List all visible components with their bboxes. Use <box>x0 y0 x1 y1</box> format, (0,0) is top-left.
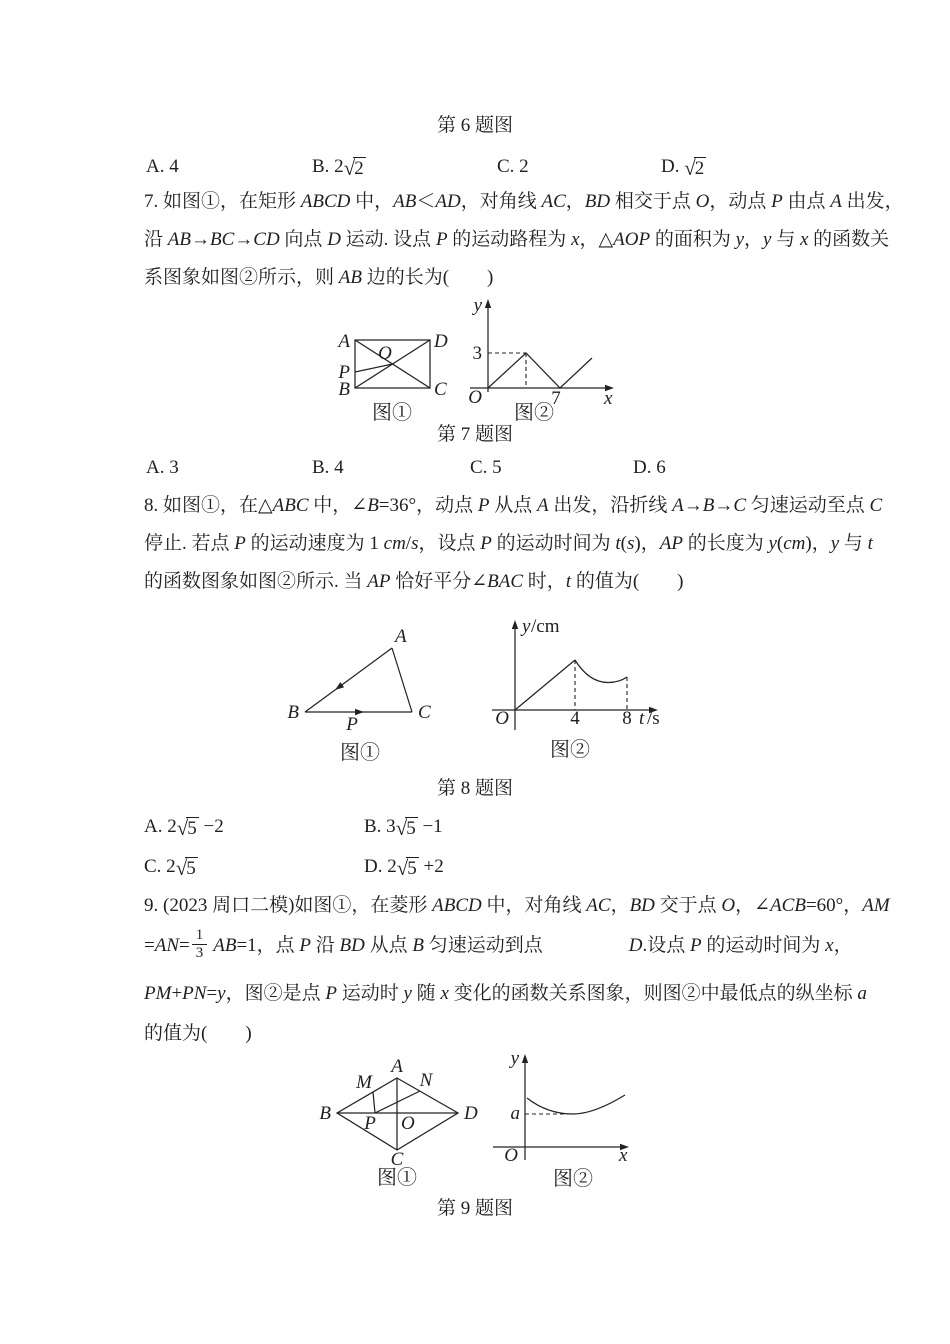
vertex-label-a: A <box>338 331 350 352</box>
tick-label-a: a <box>510 1103 520 1124</box>
fraction-numerator: 1 <box>195 927 204 943</box>
side-ac <box>392 648 412 712</box>
vertex-label-a: A <box>391 1056 403 1077</box>
subfigure-caption-2: 图② <box>514 402 554 424</box>
q9-text-line3: PM+PN=y，图②是点 P 运动时 y 随 x 变化的函数关系图象，则图②中最低点的纵坐标 a <box>144 983 867 1004</box>
axis-label-y: y <box>473 296 482 316</box>
coef: D. 2 <box>364 856 397 877</box>
y-axis-arrow <box>522 1054 528 1063</box>
sqrt-expression <box>684 157 706 180</box>
caption-fig6: 第 6 题图 <box>436 115 513 136</box>
rising-segment <box>515 660 575 710</box>
tick-label-3: 3 <box>472 343 482 364</box>
q8-text-line3: 的函数图象如图②所示. 当 AP 恰好平分∠BAC 时，t 的值为( ) <box>144 571 684 592</box>
q6-option-b-coef: B. 2 <box>312 156 344 177</box>
suffix: −2 <box>198 816 224 837</box>
vertex-label-c: C <box>434 379 447 400</box>
axis-label-x: x <box>604 388 613 409</box>
q6-option-d-coef: D. <box>661 156 685 177</box>
tick-label-8: 8 <box>622 708 632 729</box>
sqrt-expression <box>177 817 199 840</box>
point-label-p: P <box>338 362 350 383</box>
q7-option-a: A. 3 <box>146 457 179 478</box>
sqrt-expression <box>176 857 198 880</box>
axis-label-y: y <box>510 1048 519 1069</box>
subfigure-caption-2: 图② <box>553 1168 593 1190</box>
point-label-n: N <box>419 1070 433 1091</box>
sqrt-expression <box>344 157 366 180</box>
q7-graph-figure <box>456 296 624 424</box>
curved-segment <box>575 660 627 683</box>
side-ab-upper <box>335 648 392 690</box>
q7-text-line2: 沿 AB→BC→CD 向点 D 运动. 设点 P 的运动路程为 x，△AOP 的面积为 y，y 与 x 的函数关 <box>144 229 890 250</box>
q9-line2-suffix: D.设点 P 的运动时间为 x， <box>628 935 853 957</box>
axis-unit-cm: /cm <box>531 616 560 637</box>
point-label-p: P <box>346 714 358 735</box>
q9-line2-prefix: =AN= <box>144 935 190 957</box>
q8-text-line1: 8. 如图①，在△ABC 中，∠B=36°，动点 P 从点 A 出发，沿折线 A→B→C 匀速运动至点 C <box>144 495 883 516</box>
q8-option-c <box>144 854 198 880</box>
y-axis-arrow <box>485 299 491 308</box>
radicand: 5 <box>187 818 197 839</box>
tick-label-7: 7 <box>551 388 561 409</box>
axis-label-t: t <box>639 708 645 729</box>
origin-label: O <box>495 708 509 729</box>
q7-option-d: D. 6 <box>633 457 666 478</box>
q7-text-line3: 系图象如图②所示，则 AB 边的长为( ) <box>144 267 494 288</box>
vertex-label-b: B <box>319 1103 331 1124</box>
radical-sign: √ <box>176 816 189 840</box>
subfigure-caption-2: 图② <box>550 739 590 761</box>
suffix: −1 <box>417 816 443 837</box>
origin-label: O <box>504 1145 518 1166</box>
q7-text-line1: 7. 如图①，在矩形 ABCD 中，AB＜AD，对角线 AC，BD 相交于点 O，动点 P 由点 A 出发， <box>144 191 904 212</box>
radicand: 5 <box>406 818 416 839</box>
q7-option-b: B. 4 <box>312 457 344 478</box>
radical-sign: √ <box>684 156 696 180</box>
coef: C. 2 <box>144 856 176 877</box>
q9-graph-figure <box>483 1048 647 1190</box>
q7-rectangle-figure <box>330 328 450 423</box>
radical-sign: √ <box>396 856 409 880</box>
q6-option-b <box>312 154 366 180</box>
axis-unit-s: /s <box>647 708 660 729</box>
axis-label-y: y <box>522 616 531 637</box>
radical-sign: √ <box>343 156 356 180</box>
direction-arrow-ab <box>333 682 344 692</box>
point-label-o: O <box>378 343 392 364</box>
vertex-label-b: B <box>287 702 299 723</box>
vertex-label-c: C <box>418 702 431 723</box>
q9-line2-middle: AB=1，点 P 沿 BD 从点 B 匀速运动到点 <box>213 935 543 957</box>
q6-option-d <box>661 154 706 180</box>
q9-text-line2 <box>144 927 853 967</box>
caption-fig7: 第 7 题图 <box>436 424 513 445</box>
q9-rhombus-figure <box>298 1052 488 1192</box>
sqrt-expression <box>397 857 419 880</box>
y-axis-arrow <box>512 620 518 629</box>
q7-option-c: C. 5 <box>470 457 502 478</box>
origin-label: O <box>468 387 482 408</box>
fraction-denominator: 3 <box>192 944 208 962</box>
point-label-p: P <box>364 1113 376 1134</box>
q9-text-line4: 的值为( ) <box>144 1023 252 1044</box>
caption-fig9: 第 9 题图 <box>436 1198 513 1219</box>
subfigure-caption-1: 图① <box>372 402 412 423</box>
q8-triangle-figure <box>268 622 468 764</box>
vertex-label-d: D <box>434 331 448 352</box>
piecewise-graph-curve <box>488 353 592 388</box>
q8-graph-figure <box>478 616 684 762</box>
side-ab-lower <box>305 690 335 712</box>
q8-option-a <box>144 814 224 840</box>
subfigure-caption-1: 图① <box>377 1167 417 1189</box>
coef: B. 3 <box>364 816 396 837</box>
point-label-o: O <box>401 1113 415 1134</box>
coef: A. 2 <box>144 816 177 837</box>
radicand: 5 <box>407 858 417 879</box>
vertex-label-d: D <box>464 1103 478 1124</box>
radicand: 2 <box>354 158 364 179</box>
q9-text-line1: 9. (2023 周口二模)如图①，在菱形 ABCD 中，对角线 AC，BD 交于点 O，∠ACB=60°，AM <box>144 895 890 916</box>
radical-sign: √ <box>175 856 188 880</box>
u-shaped-curve <box>527 1095 625 1114</box>
subfigure-caption-1: 图① <box>340 742 380 764</box>
sqrt-expression <box>396 817 418 840</box>
point-label-m: M <box>356 1072 372 1093</box>
tick-label-4: 4 <box>570 708 580 729</box>
radicand: 5 <box>186 858 196 879</box>
q8-text-line2: 停止. 若点 P 的运动速度为 1 cm/s，设点 P 的运动时间为 t(s)，AP 的长度为 y(cm)，y 与 t <box>144 533 873 554</box>
fraction-one-third <box>192 927 208 963</box>
vertex-label-a: A <box>395 626 407 647</box>
vertex-label-c: C <box>390 1149 404 1170</box>
segment-mp <box>373 1092 375 1113</box>
q6-option-c: C. 2 <box>497 156 529 177</box>
radical-sign: √ <box>395 816 408 840</box>
suffix: +2 <box>418 856 444 877</box>
vertex-label-b: B <box>338 379 350 400</box>
q6-option-a: A. 4 <box>146 156 179 177</box>
q8-option-b <box>364 814 443 840</box>
q8-option-d <box>364 854 444 880</box>
axis-label-x: x <box>619 1145 628 1166</box>
caption-fig8: 第 8 题图 <box>436 778 513 799</box>
radicand: 2 <box>694 158 705 179</box>
